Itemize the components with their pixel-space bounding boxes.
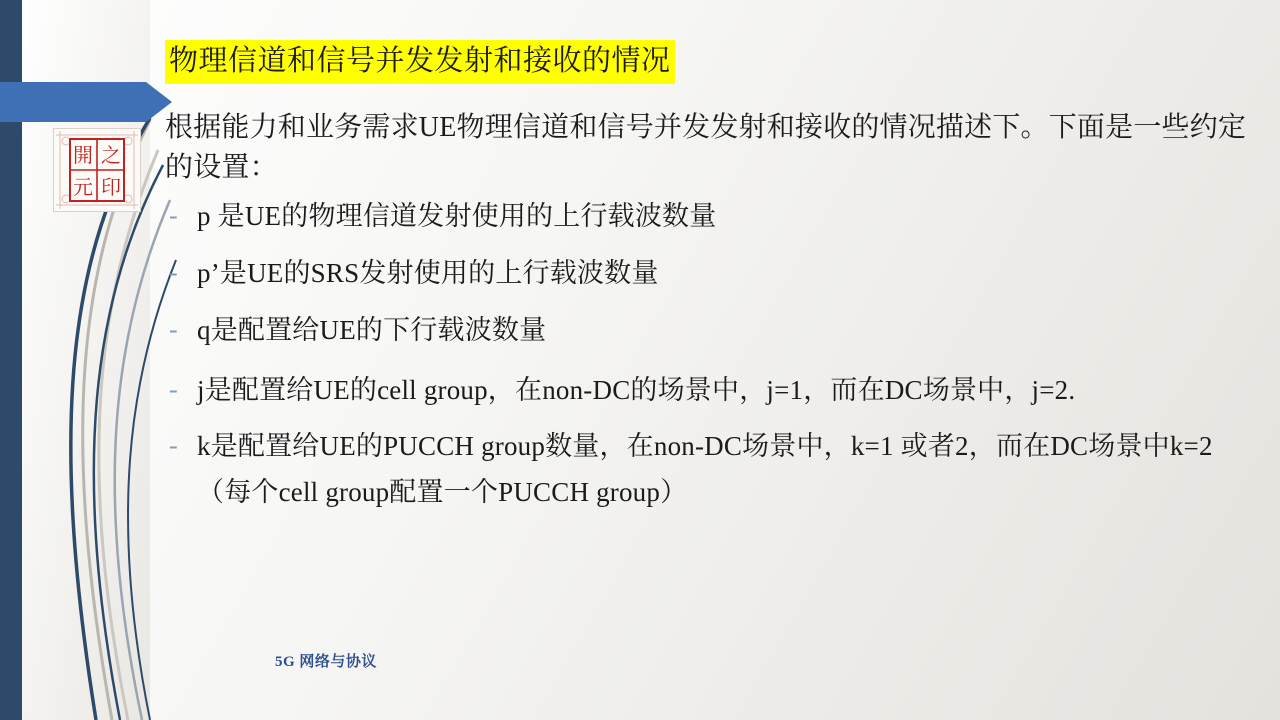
slide-title: 物理信道和信号并发发射和接收的情况 [165,40,675,84]
list-item-text: p’是UE的SRS发射使用的上行载波数量 [197,258,659,288]
bullet-marker: - [169,375,178,404]
list-item [165,310,1265,350]
bullet-list [165,196,1265,515]
list-item [165,423,1265,515]
svg-text:開: 開 [73,145,93,167]
arrow-banner-shape [0,78,172,126]
bullet-marker: - [169,315,178,344]
list-item [165,253,1265,293]
seal-stamp-image [53,128,141,212]
list-item [165,196,1265,236]
footer-label: 5G 网络与协议 [275,654,377,670]
svg-text:印: 印 [101,177,121,199]
list-item-text: k是配置给UE的PUCCH group数量，在non-DC场景中，k=1 或者2，而在DC场景中k=2 （每个cell group配置一个PUCCH group） [197,431,1213,507]
bullet-marker: - [169,258,178,287]
list-item-text: j是配置给UE的cell group，在non-DC的场景中，j=1，而在DC场景中，j=2. [197,375,1076,405]
bullet-marker: - [169,201,178,230]
slide-body [165,108,1265,525]
svg-text:元: 元 [73,177,93,199]
list-item [165,367,1265,413]
intro-paragraph: 根据能力和业务需求UE物理信道和信号并发发射和接收的情况描述下。下面是一些约定的设置： [165,112,1247,183]
bullet-marker: - [169,431,178,460]
list-item-text: q是配置给UE的下行载波数量 [197,315,547,345]
svg-text:之: 之 [101,145,121,167]
list-item-text: p 是UE的物理信道发射使用的上行载波数量 [197,201,717,231]
